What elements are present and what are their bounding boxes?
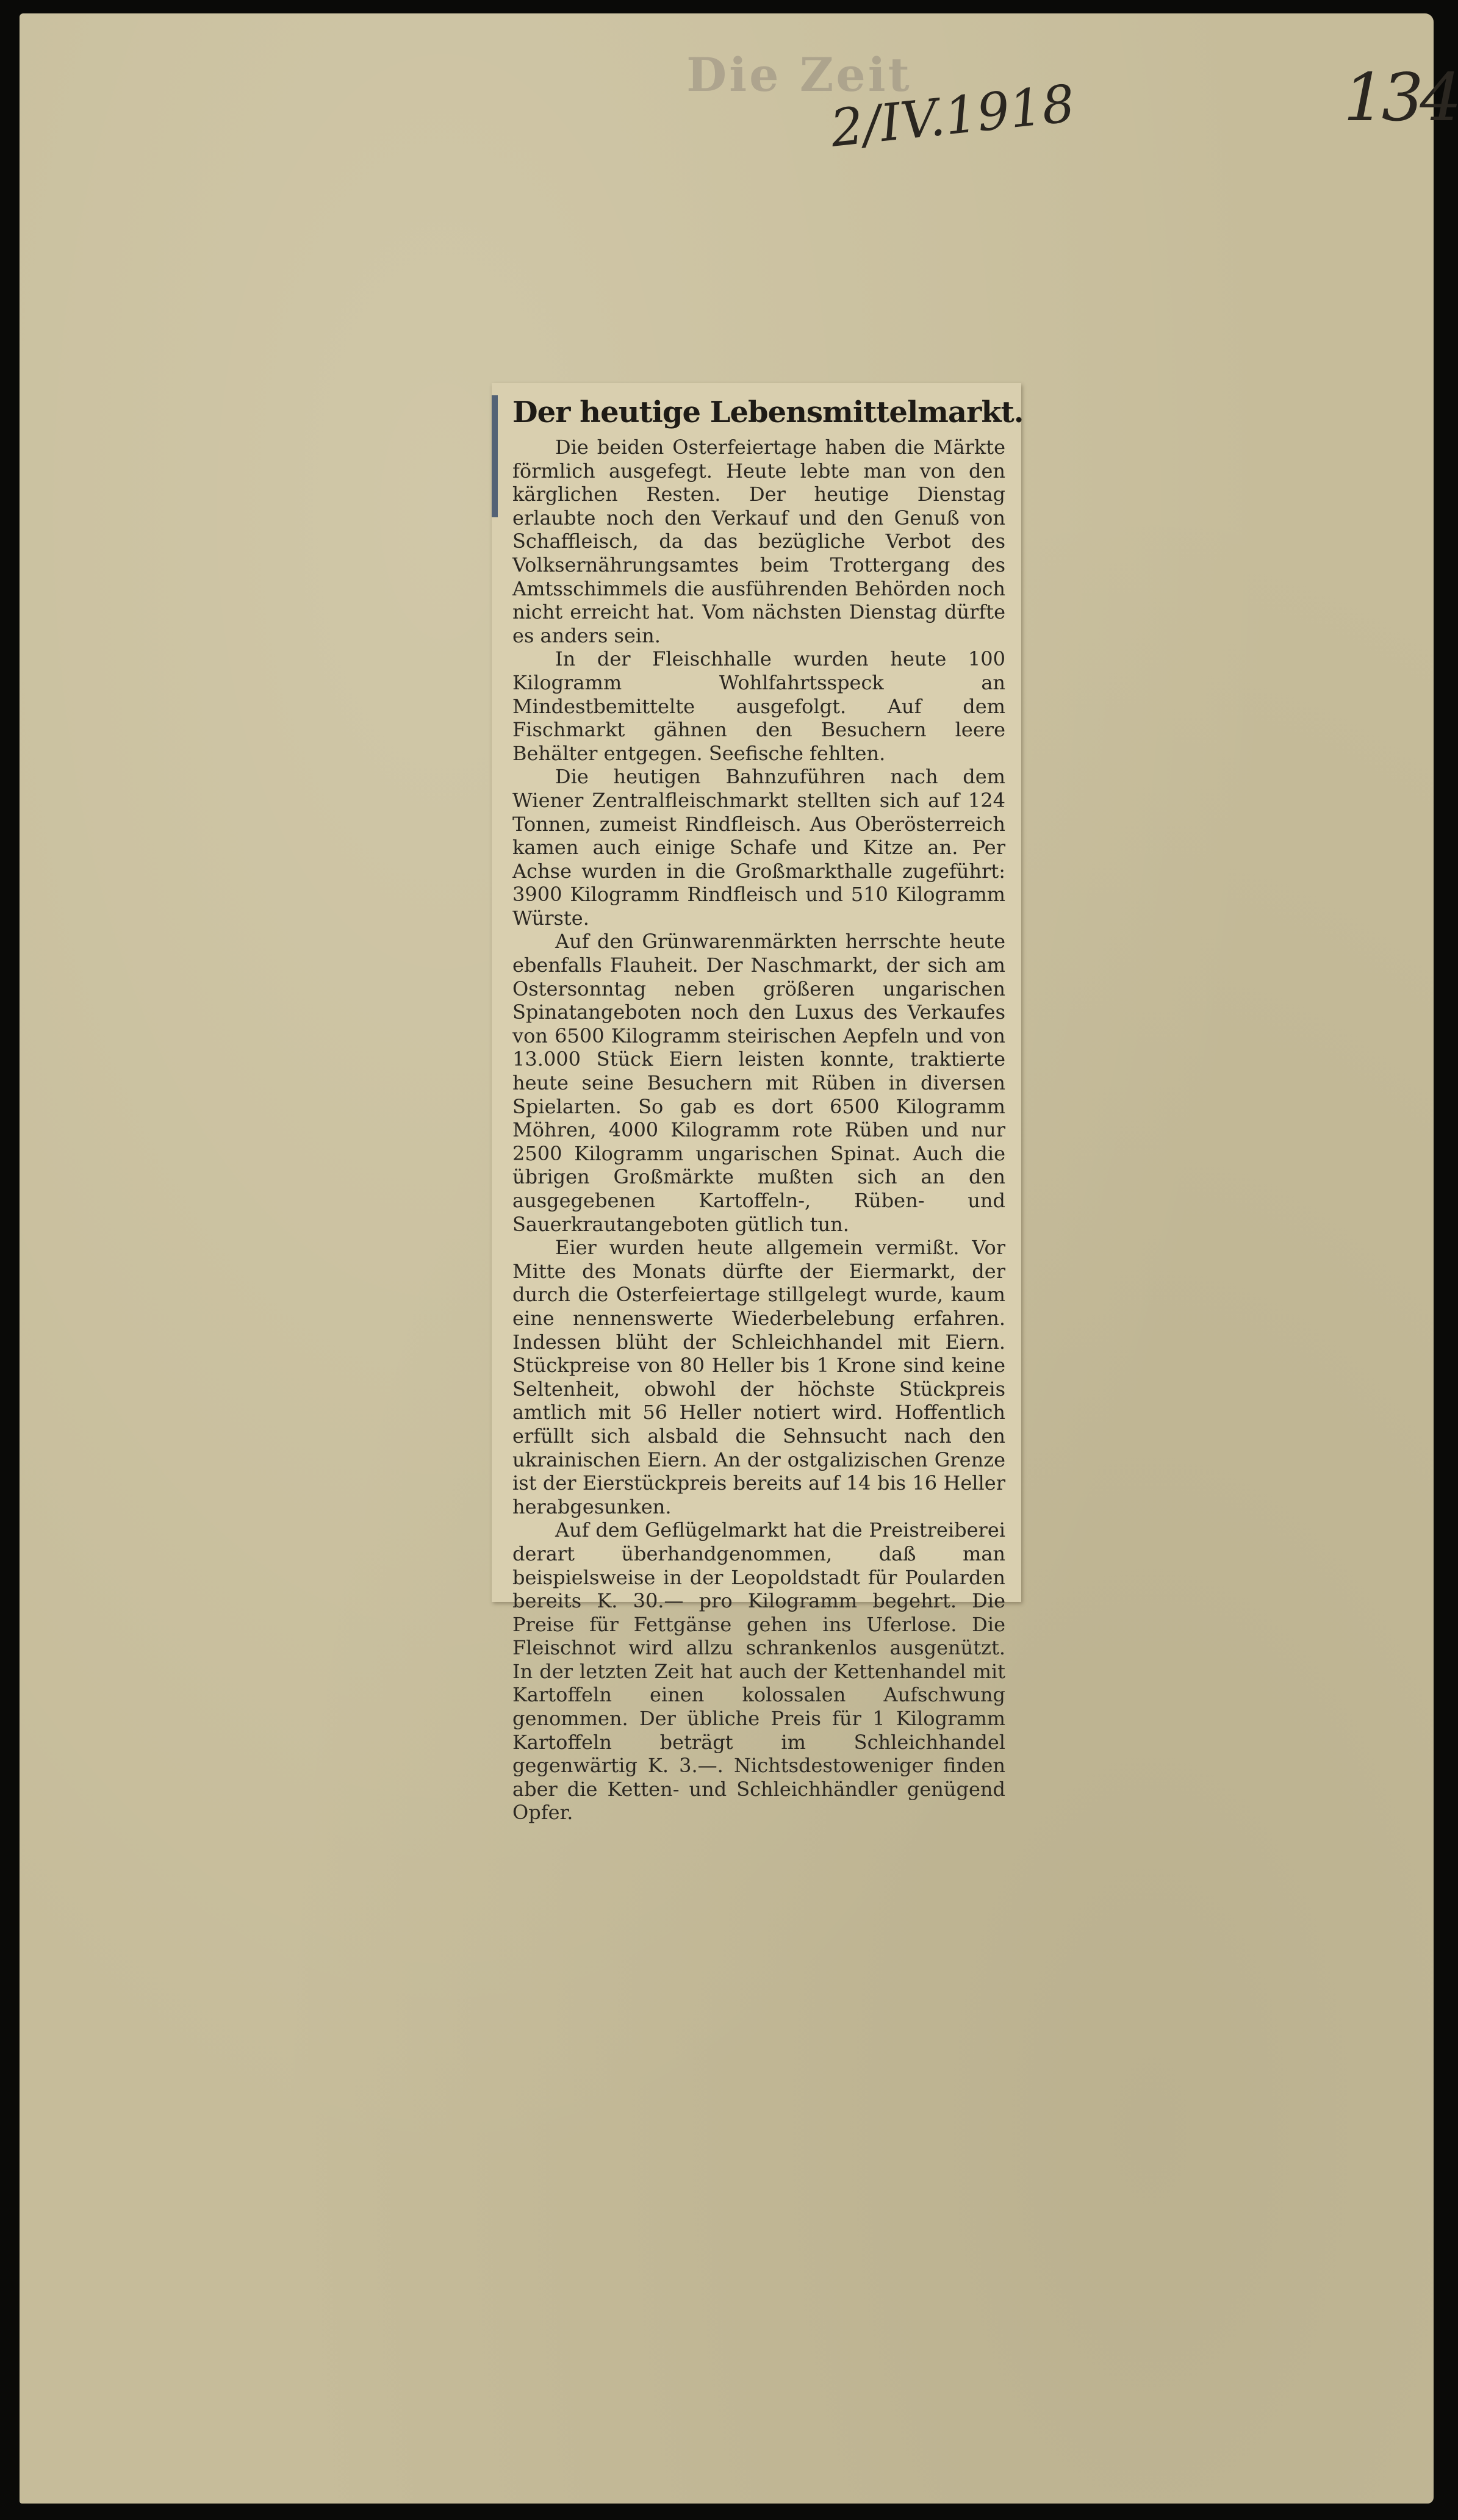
newspaper-clipping [492, 383, 1024, 1825]
article-paragraph: In der Fleischhalle wurden heute 100 Kilogramm Wohlfahrtsspeck an Mindestbemittelte ausgefolgt. Auf dem Fischmarkt gähnen den Besuchern leere Behälter entgegen. Seefische fehlten. [512, 647, 1005, 765]
article-headline: Der heutige Lebensmittelmarkt. [512, 395, 1024, 429]
handwritten-page-number: 134 [1343, 60, 1458, 136]
paste-mark [492, 395, 498, 517]
article-paragraph: Eier wurden heute allgemein vermißt. Vor Mitte des Monats dürfte der Eiermarkt, der durch die Osterfeiertage stillgelegt wurde, kaum eine nennenswerte Wiederbelebung erfahren. Indessen blüht der Schleichhandel mit Eiern. Stückpreise von 80 Heller bis 1 Krone sind keine Seltenheit, obwohl der höchste Stückpreis amtlich mit 56 Heller notiert wird. Hoffentlich erfüllt sich alsbald die Sehnsucht nach den ukrainischen Eiern. An der ostgalizischen Grenze ist der Eierstückpreis bereits auf 14 bis 16 Heller herabgesunken. [512, 1236, 1005, 1518]
article-paragraph: Die beiden Osterfeiertage haben die Märkte förmlich ausgefegt. Heute lebte man von den kärglichen Resten. Der heutige Dienstag erlaubte noch den Verkauf und den Genuß von Schaffleisch, da das bezügliche Verbot des Volksernährungsamtes beim Trottergang des Amtsschimmels die ausführenden Behörden noch nicht erreicht hat. Vom nächsten Dienstag dürfte es anders sein. [512, 436, 1005, 647]
handwritten-date: 2/IV.1918 [827, 73, 1078, 159]
article-paragraph: Auf den Grünwarenmärkten herrschte heute ebenfalls Flauheit. Der Naschmarkt, der sich am Ostersonntag neben größeren ungarischen Spinatangeboten noch den Luxus des Verkaufes von 6500 Kilogramm steirischen Aepfeln und von 13.000 Stück Eiern leisten konnte, traktierte heute seine Besuchern mit Rüben in diversen Spielarten. So gab es dort 6500 Kilogramm Möhren, 4000 Kilogramm rote Rüben und nur 2500 Kilogramm ungarischen Spinat. Auch die übrigen Großmärkte mußten sich an den ausgegebenen Kartoffeln-, Rüben- und Sauerkrautangeboten gütlich tun. [512, 930, 1005, 1236]
article-paragraph: Auf dem Geflügelmarkt hat die Preistreiberei derart überhandgenommen, daß man beispielsweise in der Leopoldstadt für Poularden bereits K. 30.— pro Kilogramm begehrt. Die Preise für Fettgänse gehen ins Uferlose. Die Fleischnot wird allzu schrankenlos ausgenützt. In der letzten Zeit hat auch der Kettenhandel mit Kartoffeln einen kolossalen Aufschwung genommen. Der übliche Preis für 1 Kilogramm Kartoffeln beträgt im Schleichhandel gegenwärtig K. 3.—. Nichtsdestoweniger finden aber die Ketten- und Schleichhändler genügend Opfer. [512, 1518, 1005, 1825]
article-paragraph: Die heutigen Bahnzuführen nach dem Wiener Zentralfleischmarkt stellten sich auf 124 Tonnen, zumeist Rindfleisch. Aus Oberösterreich kamen auch einige Schafe und Kitze an. Per Achse wurden in die Großmarkthalle zugeführt: 3900 Kilogramm Rindfleisch und 510 Kilogramm Würste. [512, 765, 1005, 930]
newspaper-stamp: Die Zeit [686, 48, 912, 102]
